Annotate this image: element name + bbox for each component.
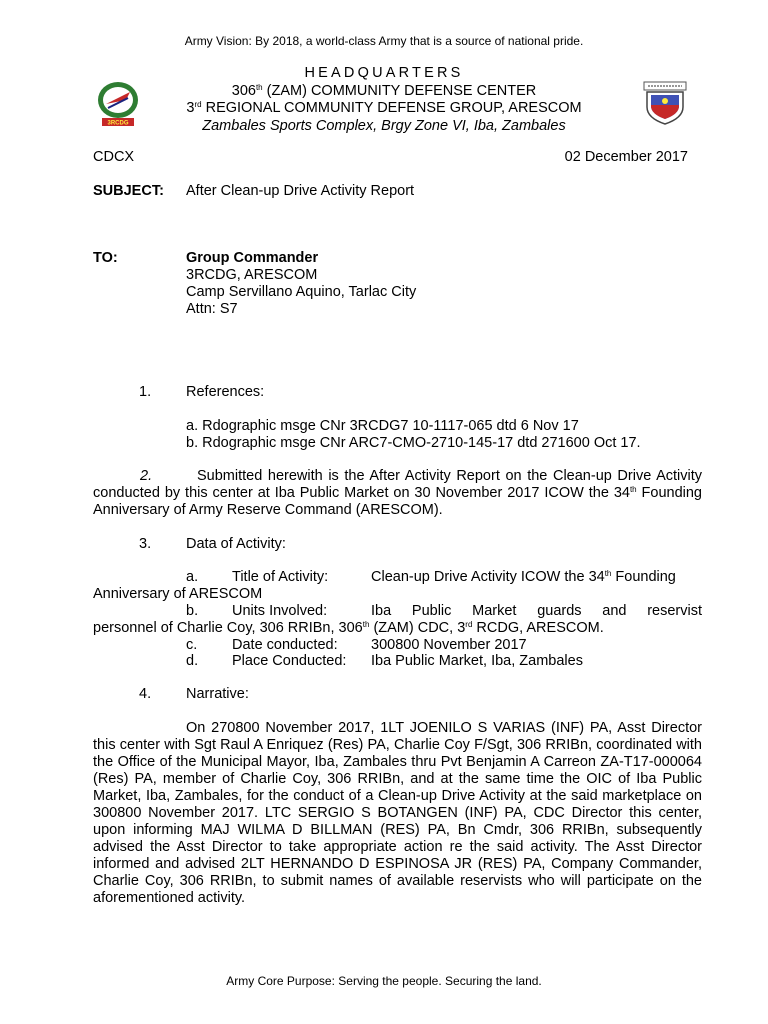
item-c-value: 300800 November 2017 [371, 637, 527, 653]
item-d-value: Iba Public Market, Iba, Zambales [371, 653, 583, 669]
para1-number: 1. [139, 384, 152, 400]
army-core-purpose-line: Army Core Purpose: Serving the people. Securing the land. [226, 974, 542, 988]
unit-address: Zambales Sports Complex, Brgy Zone VI, Iba, Zambales [202, 117, 566, 134]
para2-text: 2. Submitted herewith is the After Activity Report on the Clean-up Drive Activity conducted by this center at Iba Public Market on 30 November 2017 ICOW the 34th Founding Anniversary of Army Reserve Command (ARESCOM). [93, 468, 702, 518]
para2-number: 2. [140, 468, 153, 484]
headquarters-title: HEADQUARTERS [304, 65, 464, 81]
para4-number: 4. [139, 686, 152, 702]
letterhead [0, 65, 768, 135]
item-b-continuation: personnel of Charlie Coy, 306 RRIBn, 306th (ZAM) CDC, 3rd RCDG, ARESCOM. [93, 620, 604, 636]
item-a-value: Clean-up Drive Activity ICOW the 34th Founding [371, 569, 676, 585]
reference-b: b. Rdographic msge CNr ARC7-CMO-2710-145-17 dtd 271600 Oct 17. [186, 435, 641, 451]
to-location: Camp Servillano Aquino, Tarlac City [186, 284, 417, 300]
item-b-letter: b. [186, 603, 199, 619]
para3-number: 3. [139, 536, 152, 552]
item-c-label: Date conducted: [232, 637, 338, 653]
army-vision-line: Army Vision: By 2018, a world-class Army that is a source of national pride. [184, 34, 584, 48]
group-name: 3rd REGIONAL COMMUNITY DEFENSE GROUP, ARESCOM [186, 100, 582, 116]
item-a-label: Title of Activity: [232, 569, 329, 585]
to-label: TO: [93, 250, 118, 266]
subject-label: SUBJECT: [93, 183, 164, 199]
item-a-letter: a. [186, 569, 199, 585]
subject-text: After Clean-up Drive Activity Report [186, 183, 415, 199]
item-a-continuation: Anniversary of ARESCOM [93, 586, 263, 602]
memo-date: 02 December 2017 [564, 149, 688, 165]
to-attention: Attn: S7 [186, 301, 238, 317]
item-d-label: Place Conducted: [232, 653, 347, 669]
to-recipient: Group Commander [186, 250, 319, 266]
para1-title: References: [186, 384, 265, 400]
para4-title: Narrative: [186, 686, 249, 702]
item-d-letter: d. [186, 653, 199, 669]
item-b-label: Units Involved: [232, 603, 328, 619]
para3-title: Data of Activity: [186, 536, 286, 552]
item-b-value: Iba Public Market guards and reservist [371, 603, 702, 619]
to-unit: 3RCDG, ARESCOM [186, 267, 318, 283]
reference-a: a. Rdographic msge CNr 3RCDG7 10-1117-065 dtd 6 Nov 17 [186, 418, 579, 434]
unit-name: 306th (ZAM) COMMUNITY DEFENSE CENTER [231, 82, 537, 99]
memo-code: CDCX [93, 149, 135, 165]
logo-text: 3RCDG [107, 120, 129, 127]
narrative-text: On 270800 November 2017, 1LT JOENILO S VARIAS (INF) PA, Asst Director this center with Sgt Raul A Enriquez (Res) PA, Charlie Coy F/Sgt, 306 RRIBn, coordinated with the Office of the Municipal Mayor, Iba, Zambales thru Pvt Benjamin A Carreon ZA-T17-000064 (Res) PA, member of Charlie Coy, 306 RRIBn, and at the same time the OIC of Iba Public Market, Iba, Zambales, for the conduct of a Clean-up Drive Activity at the said marketplace on 300800 November 2017. LTC SERGIO S BOTANGEN (INF) PA, CDC Director this center, upon informing MAJ WILMA D BILLMAN (RES) PA, Bn Cmdr, 306 RRIBn, subsequently advised the Asst Director to take appropriate action re the said activity. The Asst Director informed and advised 2LT HERNANDO D ESPINOSA JR (RES) PA, Company Commander, Charlie Coy, 306 RRIBn, to submit names of available reservists who will participate on the aforementioned activity. [93, 720, 702, 906]
item-c-letter: c. [186, 637, 198, 653]
